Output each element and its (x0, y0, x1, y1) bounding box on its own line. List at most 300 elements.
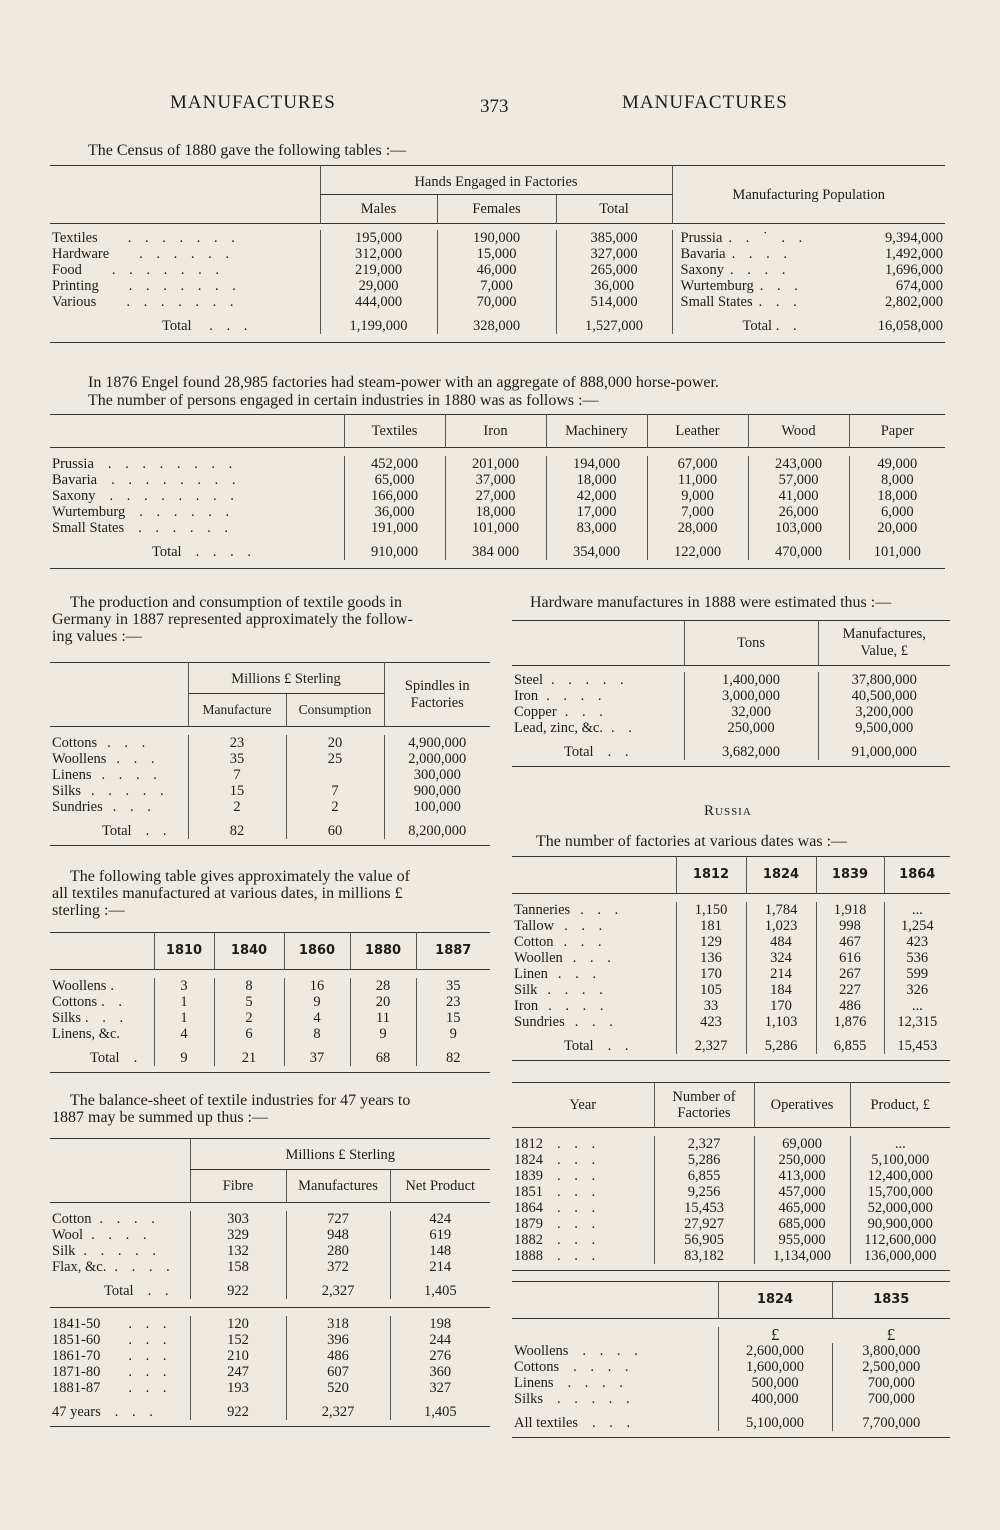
column-header: 1824 (718, 1282, 832, 1319)
cell: 385,000 (556, 230, 672, 246)
leader-dots: . . . . . . (139, 504, 235, 520)
table-row (512, 672, 950, 688)
row-label: 1879 (514, 1216, 543, 1232)
cell: 166,000 (344, 488, 445, 504)
leader-dots: . . . . . (83, 1243, 161, 1259)
row-label: Cotton (52, 1211, 92, 1227)
column-header: Year (569, 1097, 597, 1113)
table-row (512, 1184, 950, 1200)
leader-dots: . . . . (546, 688, 607, 704)
table-row (50, 1380, 490, 1396)
table-row (512, 950, 950, 966)
row-label: Food (52, 262, 82, 278)
cell: 265,000 (556, 262, 672, 278)
table-row (50, 246, 945, 262)
row-label: Linens (52, 767, 92, 783)
cell: 312,000 (320, 246, 437, 262)
cell: 7 (188, 767, 286, 783)
cell: 52,000,000 (850, 1200, 950, 1216)
balance-intro: The balance-sheet of textile industries for 47 years to 1887 may be summed up thus :— (52, 1092, 411, 1126)
cell: 9,394,000 (885, 230, 943, 246)
cell: 2,327 (676, 1030, 746, 1054)
table-row (50, 1259, 490, 1275)
leader-dots: . . . . (91, 1227, 152, 1243)
tp-spindles-head: Spindles in Factories (384, 663, 490, 727)
table-row-label (512, 1184, 654, 1200)
table-row-label (512, 736, 684, 760)
table-row (512, 688, 950, 704)
leader-dots: . . . (563, 934, 607, 950)
cell: 444,000 (320, 294, 437, 310)
cell: 360 (390, 1364, 490, 1380)
table-row (50, 1243, 490, 1259)
row-label: Woollens (52, 978, 107, 994)
cell: 201,000 (445, 456, 546, 472)
cell: 36,000 (556, 278, 672, 294)
row-label: Sundries (514, 1014, 565, 1030)
leader-dots: . . . . (195, 544, 256, 560)
cell: 616 (816, 950, 884, 966)
table-row (512, 704, 950, 720)
row-label: Tanneries (514, 902, 571, 918)
cell: 27,000 (445, 488, 546, 504)
cell: 9 (154, 1042, 214, 1066)
leader-dots: . . . (107, 735, 151, 751)
cell: 17,000 (546, 504, 647, 520)
row-label: 1839 (514, 1168, 543, 1184)
cell: 33 (676, 998, 746, 1014)
cell: 2,327 (286, 1275, 390, 1299)
table-row-label (512, 1343, 718, 1359)
cell: 1 (154, 994, 214, 1010)
table-row-label (512, 1391, 718, 1407)
cell: 6,855 (816, 1030, 884, 1054)
cell: 8,200,000 (384, 815, 490, 839)
census-group-head: Hands Engaged in Factories (320, 166, 672, 195)
table-row (512, 1152, 950, 1168)
table-row-label (50, 536, 344, 560)
table-row (50, 294, 945, 310)
census-mp-head: Manufacturing Population (672, 166, 945, 224)
leader-dots: . . . . (573, 1359, 634, 1375)
cell: 1,784 (746, 902, 816, 918)
state-label: Small States . . . (672, 294, 822, 310)
table-row-label (50, 1227, 190, 1243)
table-row (512, 1014, 950, 1030)
cell: 2,000,000 (384, 751, 490, 767)
row-label: Textiles (52, 230, 98, 246)
cell: 122,000 (647, 536, 748, 560)
table-row (50, 1348, 490, 1364)
leader-dots: . . . . . . . (111, 262, 224, 278)
currency-mark: £ (718, 1327, 832, 1343)
cell: 6,000 (849, 504, 945, 520)
cell: 326 (884, 982, 950, 998)
table-row-label (512, 1136, 654, 1152)
table-row (50, 472, 945, 488)
state-label: Bavaria . . . . (672, 246, 822, 262)
row-label: Woollens (514, 1343, 569, 1359)
leader-dots: . . . (557, 1216, 601, 1232)
table-row (50, 735, 490, 751)
cell: 41,000 (748, 488, 849, 504)
cell: 3,200,000 (818, 704, 950, 720)
currency-mark: £ (886, 1325, 896, 1344)
leader-dots: . . . (580, 902, 624, 918)
cell: 3 (154, 978, 214, 994)
cell: 486 (286, 1348, 390, 1364)
tp-col-manufacture: Manufacture (188, 694, 286, 727)
row-label: 1888 (514, 1248, 543, 1264)
cell: 36,000 (344, 504, 445, 520)
census-intro: The Census of 1880 gave the following tables :— (88, 142, 407, 159)
hw-col-tons: Tons (684, 621, 818, 666)
row-label: Wurtemburg (52, 504, 126, 520)
leader-dots: . . . . (547, 982, 608, 998)
table-row-label (512, 966, 676, 982)
leader-dots: . . . . . . . (126, 294, 239, 310)
table-row-label (512, 1407, 718, 1431)
state-label: Saxony . . . . (672, 262, 822, 278)
row-label: 1871-80 (52, 1364, 101, 1380)
cell: 18,000 (445, 504, 546, 520)
leader-dots: . . . (557, 1136, 601, 1152)
table-row (512, 1343, 950, 1359)
table-row (50, 978, 490, 994)
cell: 37 (284, 1042, 350, 1066)
leader-dots: . . . . . . . . (111, 472, 241, 488)
cell: 2 (188, 799, 286, 815)
cell: 536 (884, 950, 950, 966)
table-row-label (50, 1332, 190, 1348)
engel-line2: The number of persons engaged in certain industries in 1880 was as follows :— (88, 392, 599, 409)
table-row-label: Total . . (672, 310, 822, 334)
cell: 727 (286, 1211, 390, 1227)
table-row-label (50, 1348, 190, 1364)
cell: 1,527,000 (556, 310, 672, 334)
row-label: Silk (514, 982, 538, 998)
total-row (512, 1030, 950, 1054)
cell: 6 (214, 1026, 284, 1042)
cell: 195,000 (320, 230, 437, 246)
russia-years-table (512, 1082, 950, 1271)
total-row (50, 536, 945, 560)
cell: 15 (416, 1010, 490, 1026)
cell: 247 (190, 1364, 286, 1380)
total-row (50, 1396, 490, 1420)
cell: 16,058,000 (877, 318, 943, 334)
leader-dots: . . . . (101, 767, 162, 783)
table-row-label (512, 1216, 654, 1232)
cell: 23 (188, 735, 286, 751)
column-header: 1887 (416, 933, 490, 970)
running-head-left: MANUFACTURES (170, 92, 336, 113)
cell: 3,000,000 (684, 688, 818, 704)
cell: 26,000 (748, 504, 849, 520)
table-row-label (512, 982, 676, 998)
leader-dots: . . . (128, 1332, 172, 1348)
table-row (512, 1136, 950, 1152)
column-header: 1824 (746, 857, 816, 894)
cell: 100,000 (384, 799, 490, 815)
cell: ... (850, 1136, 950, 1152)
column-header: Leather (647, 415, 748, 448)
table-row-label: Total . . . (162, 318, 253, 334)
cell: 2,327 (654, 1136, 754, 1152)
cell: 619 (390, 1227, 490, 1243)
cell: 105 (676, 982, 746, 998)
leader-dots: . . . . . . . . (109, 488, 239, 504)
cell: 18,000 (546, 472, 647, 488)
cell: 148 (390, 1243, 490, 1259)
cell: 25 (286, 751, 384, 767)
cell: 2,327 (286, 1396, 390, 1420)
cell: 193 (190, 1380, 286, 1396)
table-row (50, 262, 945, 278)
cell: ... (884, 902, 950, 918)
row-label: Cottons (514, 1359, 560, 1375)
cell: 83,182 (654, 1248, 754, 1264)
cell: 470,000 (748, 536, 849, 560)
cell: 1,918 (816, 902, 884, 918)
row-label: Copper (514, 704, 557, 720)
textile-prod-intro: The production and consumption of textile goods in Germany in 1887 represented approximately the follow- ing values :— (52, 594, 413, 645)
table-row-label (50, 472, 344, 488)
cell: 7,000 (647, 504, 748, 520)
leader-dots: . . . . . . . (127, 230, 240, 246)
cell: 56,905 (654, 1232, 754, 1248)
cell: 955,000 (754, 1232, 850, 1248)
cell: 5,286 (654, 1152, 754, 1168)
engel-line1: In 1876 Engel found 28,985 factories had steam-power with an aggregate of 888,000 horse-power. (88, 374, 719, 391)
table-row (512, 1216, 950, 1232)
cell: 465,000 (754, 1200, 850, 1216)
leader-dots: . . . . (548, 998, 609, 1014)
cell: 136,000,000 (850, 1248, 950, 1264)
leader-dots: . . (607, 1038, 634, 1054)
leader-dots: . . . (128, 1348, 172, 1364)
leader-dots: . . . (128, 1380, 172, 1396)
cell: 318 (286, 1316, 390, 1332)
cell: 413,000 (754, 1168, 850, 1184)
column-header: 1839 (816, 857, 884, 894)
leader-dots: . . . . . (557, 1391, 635, 1407)
column-header: Wood (748, 415, 849, 448)
table-row (50, 783, 490, 799)
cell: 181 (676, 918, 746, 934)
table-row (50, 1227, 490, 1243)
row-label: Wool (52, 1227, 84, 1243)
table-row-label (50, 994, 154, 1010)
leader-dots: . . . . (582, 1343, 643, 1359)
textile-prod-table (50, 662, 490, 846)
table-row-label (50, 751, 188, 767)
cell: 27,927 (654, 1216, 754, 1232)
row-label: Sundries (52, 799, 103, 815)
census-col-males: Males (320, 195, 437, 224)
cell: 329 (190, 1227, 286, 1243)
cell: 120 (190, 1316, 286, 1332)
leader-dots: . . . (116, 751, 160, 767)
row-label: Linens, &c. (52, 1026, 121, 1042)
cell: 42,000 (546, 488, 647, 504)
total-row (50, 815, 490, 839)
column-header: Fibre (190, 1170, 286, 1203)
table-row (50, 456, 945, 472)
cell: 69,000 (754, 1136, 850, 1152)
table-row-label (512, 1168, 654, 1184)
table-row (512, 1232, 950, 1248)
running-head-right: MANUFACTURES (622, 92, 788, 113)
row-label: 1851 (514, 1184, 543, 1200)
column-header: 1840 (214, 933, 284, 970)
cell: 101,000 (445, 520, 546, 536)
table-row-label (50, 799, 188, 815)
hardware-intro: Hardware manufactures in 1888 were estimated thus :— (530, 594, 892, 611)
cell: 9 (284, 994, 350, 1010)
table-row (50, 278, 945, 294)
table-row (512, 720, 950, 736)
cell: 276 (390, 1348, 490, 1364)
row-label: Tallow (514, 918, 555, 934)
row-label: 1864 (514, 1200, 543, 1216)
cell: 607 (286, 1364, 390, 1380)
cell: 82 (188, 815, 286, 839)
cell: 520 (286, 1380, 390, 1396)
tp-col-consumption: Consumption (286, 694, 384, 727)
table-row-label (512, 934, 676, 950)
leader-dots: . . . (557, 966, 601, 982)
cell: 1,254 (884, 918, 950, 934)
table-row (512, 934, 950, 950)
cell: 2,600,000 (718, 1343, 832, 1359)
cell: 244 (390, 1332, 490, 1348)
table-row (512, 1391, 950, 1407)
leader-dots: . . (147, 1283, 174, 1299)
table-row-label (50, 262, 320, 278)
cell: 23 (416, 994, 490, 1010)
row-label: Linens (514, 1375, 554, 1391)
table-row-label (50, 1275, 190, 1299)
column-header: Operatives (754, 1083, 850, 1128)
leader-dots: . . (610, 720, 637, 736)
row-label: 1841-50 (52, 1316, 101, 1332)
cell: 300,000 (384, 767, 490, 783)
table-row-label (50, 1380, 190, 1396)
cell: 3,682,000 (684, 736, 818, 760)
cell (286, 767, 384, 783)
row-label: Linen (514, 966, 548, 982)
table-row-label (50, 1316, 190, 1332)
industries-table (50, 414, 945, 569)
cell: 210 (190, 1348, 286, 1364)
cell: 998 (816, 918, 884, 934)
cell: 46,000 (437, 262, 556, 278)
table-row (50, 1211, 490, 1227)
table-row-label (50, 1026, 154, 1042)
column-header: Product, £ (850, 1083, 950, 1128)
cell: 57,000 (748, 472, 849, 488)
row-label: 1861-70 (52, 1348, 101, 1364)
cell: 60 (286, 815, 384, 839)
column-header: Iron (445, 415, 546, 448)
column-header: Net Product (390, 1170, 490, 1203)
cell: 2 (214, 1010, 284, 1026)
table-row-label (50, 767, 188, 783)
cell: 20,000 (849, 520, 945, 536)
table-row-label (512, 998, 676, 1014)
leader-dots: . . . (572, 950, 616, 966)
leader-dots: . . . (128, 1316, 172, 1332)
table-row-label (50, 520, 344, 536)
table-row-label (512, 918, 676, 934)
row-label: Cotton (514, 934, 554, 950)
row-label: Silks (514, 1391, 544, 1407)
cell: 191,000 (344, 520, 445, 536)
cell: 15 (188, 783, 286, 799)
leader-dots: . . . (557, 1232, 601, 1248)
census-table (50, 165, 945, 343)
cell: 198 (390, 1316, 490, 1332)
table-row-label (512, 1030, 676, 1054)
table-row-label (50, 246, 320, 262)
cell: 91,000,000 (818, 736, 950, 760)
cell: 250,000 (684, 720, 818, 736)
cell: 227 (816, 982, 884, 998)
table-row (512, 1375, 950, 1391)
row-label: All textiles (514, 1415, 579, 1431)
cell: 82 (416, 1042, 490, 1066)
page-number: 373 (480, 96, 509, 117)
cell: 5 (214, 994, 284, 1010)
table-row-label (512, 1200, 654, 1216)
column-header: 1835 (832, 1282, 950, 1319)
cell: 214 (390, 1259, 490, 1275)
table-row-label (512, 704, 684, 720)
table-row (50, 994, 490, 1010)
cell: 15,000 (437, 246, 556, 262)
table-row-label (512, 1248, 654, 1264)
cell: 1,600,000 (718, 1359, 832, 1375)
table-row (50, 751, 490, 767)
row-label: Steel (514, 672, 543, 688)
cell: 28,000 (647, 520, 748, 536)
cell: 83,000 (546, 520, 647, 536)
state-label: Wurtemburg . . . (672, 278, 822, 294)
leader-dots: . . . (85, 1010, 129, 1026)
cell: 4 (284, 1010, 350, 1026)
column-header: Number of Factories (654, 1083, 754, 1128)
leader-dots: . . . . (99, 1211, 160, 1227)
table-row (50, 799, 490, 815)
cell: 5,286 (746, 1030, 816, 1054)
table-row-label (50, 1259, 190, 1275)
table-row-label (50, 278, 320, 294)
leader-dots: . . . (557, 1168, 601, 1184)
table-row-label (50, 815, 188, 839)
table-row-label (512, 1359, 718, 1375)
cell: 35 (416, 978, 490, 994)
table-row-label (512, 1232, 654, 1248)
total-row (512, 1407, 950, 1431)
leader-dots: . . . (557, 1184, 601, 1200)
column-header: Textiles (344, 415, 445, 448)
row-label: 1812 (514, 1136, 543, 1152)
table-row-label (50, 504, 344, 520)
cell: 65,000 (344, 472, 445, 488)
row-label: Total (564, 744, 594, 760)
row-label: Iron (514, 688, 539, 704)
